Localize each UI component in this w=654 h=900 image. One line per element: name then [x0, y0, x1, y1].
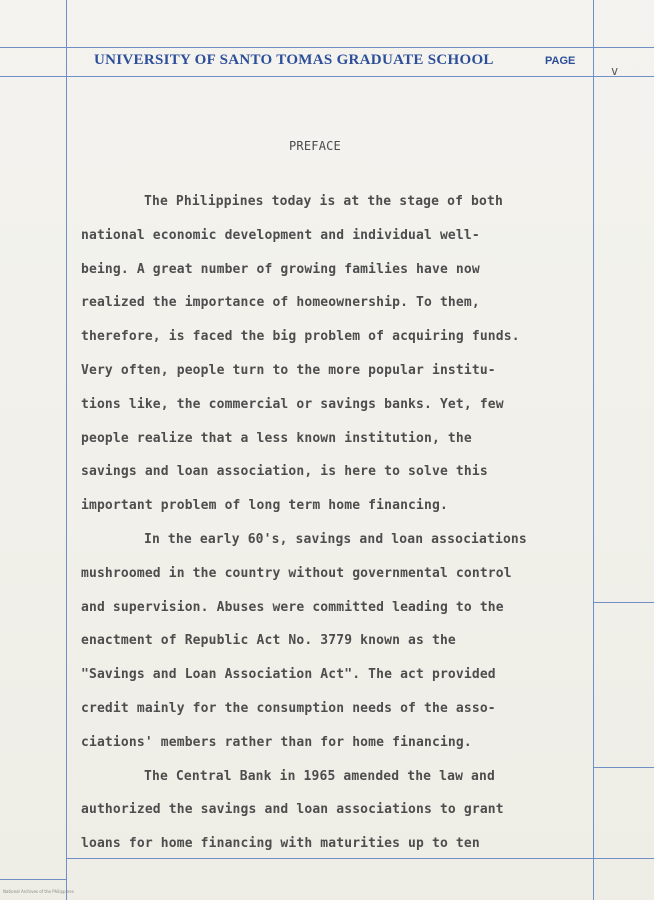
text-line: realized the importance of homeownership. To them,: [81, 295, 480, 311]
text-line: Very often, people turn to the more popular institu-: [81, 362, 496, 378]
text-line: loans for home financing with maturities up to ten: [81, 836, 480, 852]
right-margin-rule: [593, 0, 594, 900]
text-line: therefore, is faced the big problem of acquiring funds.: [81, 329, 520, 345]
text-line: credit mainly for the consumption needs of the asso-: [81, 700, 496, 716]
right-stub-rule: [593, 76, 654, 77]
page-label: PAGE: [545, 55, 576, 67]
text-line: and supervision. Abuses were committed leading to the: [81, 599, 504, 615]
scan-footer-note: National Archives of the Philippines: [3, 889, 74, 894]
text-line: The Philippines today is at the stage of both: [144, 194, 503, 209]
left-margin-rule: [66, 0, 67, 900]
text-line: important problem of long term home financing.: [81, 498, 448, 514]
text-line: savings and loan association, is here to solve this: [81, 464, 488, 480]
text-line: ciations' members rather than for home financing.: [81, 734, 472, 750]
text-line: enactment of Republic Act No. 3779 known as the: [81, 633, 456, 649]
text-line: being. A great number of growing families have now: [81, 261, 480, 277]
text-line: In the early 60's, savings and loan associations: [144, 531, 527, 547]
page-number: v: [611, 64, 619, 78]
left-stub-rule: [0, 76, 66, 77]
text-line: people realize that a less known institution, the: [81, 430, 472, 446]
text-line: The Central Bank in 1965 amended the law and: [144, 768, 495, 784]
bottom-right-rule: [593, 858, 654, 859]
text-line: "Savings and Loan Association Act". The act provided: [81, 667, 496, 683]
text-line: mushroomed in the country without governmental control: [81, 565, 512, 581]
header-underline-rule: [66, 76, 593, 77]
preface-body: [81, 185, 586, 861]
right-tick-rule-1: [593, 602, 654, 603]
preface-heading: PREFACE: [289, 139, 341, 153]
text-line: authorized the savings and loan associations to grant: [81, 802, 504, 818]
top-rule: [0, 47, 654, 48]
university-header-title: UNIVERSITY OF SANTO TOMAS GRADUATE SCHOOL: [94, 52, 494, 68]
left-tick-rule: [0, 879, 66, 880]
right-tick-rule-2: [593, 767, 654, 768]
text-line: national economic development and individual well-: [81, 227, 480, 243]
text-line: tions like, the commercial or savings banks. Yet, few: [81, 396, 504, 412]
